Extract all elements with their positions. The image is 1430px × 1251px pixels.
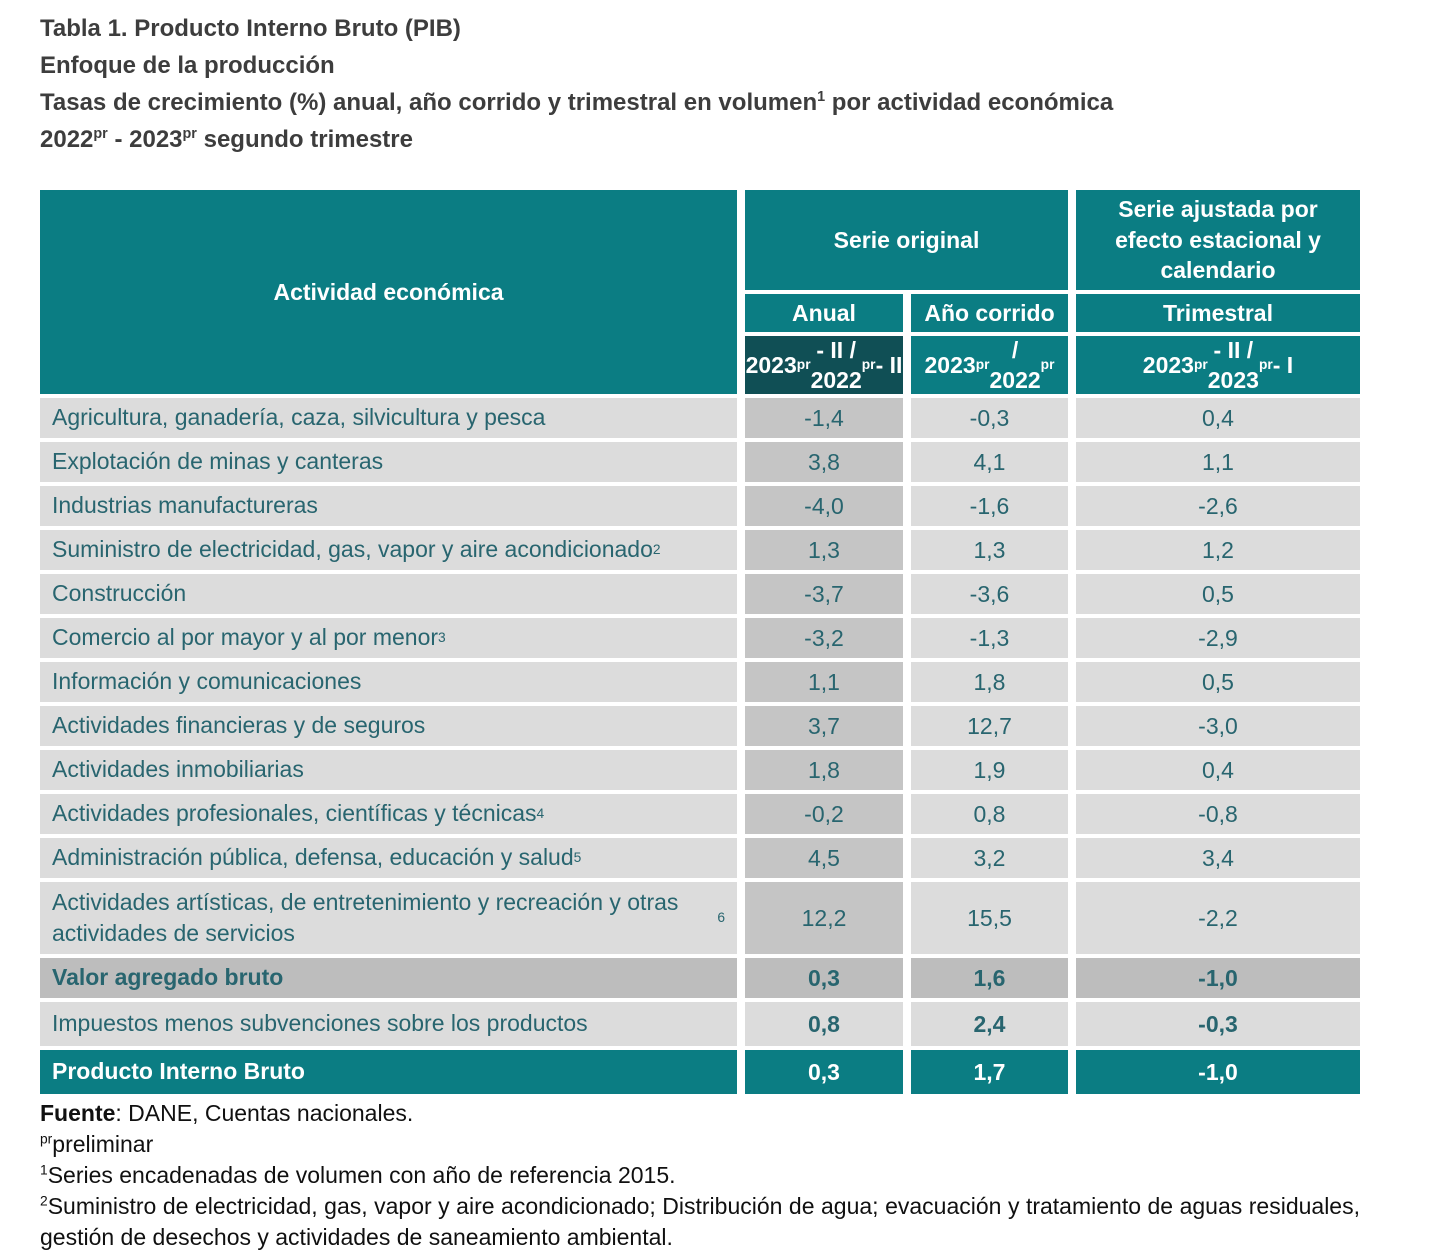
ano-corrido-value-cell: 1,3 [911,530,1068,570]
anual-value-cell: 3,8 [745,442,903,482]
header-serie-original: Serie original [745,190,1068,290]
ano-corrido-value-cell: 15,5 [911,882,1068,954]
activity-label-cell: Construcción [40,574,737,614]
activity-label-cell: Valor agregado bruto [40,958,737,998]
anual-value-cell: 0,8 [745,1002,903,1046]
table-row [40,838,1360,878]
header-period-trimestral: 2023 pr - II / 2023 pr - I [1076,336,1360,394]
ano-corrido-value-cell: 0,8 [911,794,1068,834]
table-row [40,706,1360,746]
activity-label-cell: Comercio al por mayor y al por menor 3 [40,618,737,658]
header-activity: Actividad económica [40,190,737,394]
trimestral-value-cell: -0,3 [1076,1002,1360,1046]
table-row [40,486,1360,526]
activity-label-cell: Administración pública, defensa, educación y salud 5 [40,838,737,878]
trimestral-value-cell: -2,2 [1076,882,1360,954]
footnote-2: $^2$Suministro de electricidad, gas, vapor y aire acondicionado; Distribución de agua; evacuación y tratamiento de aguas residuales, gestión de desechos y actividades de saneamiento ambiental. [40,1193,1360,1250]
anual-value-cell: -4,0 [745,486,903,526]
ano-corrido-value-cell: -1,6 [911,486,1068,526]
header-period-anual: 2023 pr - II / 2022 pr - II [745,336,903,393]
header-trimestral: Trimestral [1076,294,1360,332]
table-row [40,398,1360,438]
ano-corrido-value-cell: 12,7 [911,706,1068,746]
table-header [40,190,1360,394]
trimestral-value-cell: -2,6 [1076,486,1360,526]
anual-value-cell: -3,2 [745,618,903,658]
trimestral-value-cell: -1,0 [1076,1050,1360,1094]
ano-corrido-value-cell: 1,6 [911,958,1068,998]
title-block [40,10,1370,158]
trimestral-value-cell: -3,0 [1076,706,1360,746]
footnote-1: $^1$Series encadenadas de volumen con año de referencia 2015. [40,1162,676,1188]
activity-label-cell: Explotación de minas y canteras [40,442,737,482]
source-label: Fuente [40,1100,116,1126]
subtitle-approach: Enfoque de la producción [40,52,335,79]
anual-value-cell: -0,2 [745,794,903,834]
subtitle-period: $2022^{pr} - 2023^{pr}$ segundo trimestre [40,126,413,153]
trimestral-value-cell: 0,5 [1076,574,1360,614]
pib-table [40,190,1360,1094]
table-row [40,882,1360,954]
activity-label-cell: Industrias manufactureras [40,486,737,526]
trimestral-value-cell: 0,4 [1076,398,1360,438]
ano-corrido-value-cell: 1,9 [911,750,1068,790]
anual-value-cell: 1,8 [745,750,903,790]
trimestral-value-cell: 1,2 [1076,530,1360,570]
ano-corrido-value-cell: -1,3 [911,618,1068,658]
table-row [40,618,1360,658]
table-body [40,398,1360,1094]
activity-label-cell: Impuestos menos subvenciones sobre los productos [40,1002,737,1046]
activity-label-cell: Producto Interno Bruto [40,1050,737,1094]
table-row [40,530,1360,570]
table-row [40,958,1360,998]
activity-label-cell: Actividades inmobiliarias [40,750,737,790]
trimestral-value-cell: 0,5 [1076,662,1360,702]
page-title: Tabla 1. Producto Interno Bruto (PIB) [40,15,461,42]
footer-notes [40,1098,1360,1251]
header-anual: Anual [745,294,903,332]
trimestral-value-cell: 3,4 [1076,838,1360,878]
source-line [40,1098,1360,1129]
header-right-group [745,190,1360,394]
header-ano-corrido: Año corrido [911,294,1068,332]
table-row [40,1002,1360,1046]
table-row [40,794,1360,834]
trimestral-value-cell: -1,0 [1076,958,1360,998]
anual-value-cell: -1,4 [745,398,903,438]
ano-corrido-value-cell: 1,8 [911,662,1068,702]
footnote-preliminar: $^{pr}$preliminar [40,1131,154,1157]
header-period-ano-corrido: 2023 pr / 2022 pr [911,336,1068,394]
ano-corrido-value-cell: 3,2 [911,838,1068,878]
anual-value-cell: 0,3 [745,958,903,998]
ano-corrido-value-cell: 2,4 [911,1002,1068,1046]
activity-label-cell: Actividades financieras y de seguros [40,706,737,746]
anual-value-cell: 1,3 [745,530,903,570]
activity-label-cell: Información y comunicaciones [40,662,737,702]
trimestral-value-cell: 0,4 [1076,750,1360,790]
trimestral-value-cell: 1,1 [1076,442,1360,482]
anual-value-cell: 0,3 [745,1050,903,1094]
trimestral-value-cell: -2,9 [1076,618,1360,658]
table-row [40,750,1360,790]
activity-label-cell: Actividades profesionales, científicas y técnicas 4 [40,794,737,834]
ano-corrido-value-cell: -3,6 [911,574,1068,614]
header-serie-ajustada: Serie ajustada por efecto estacional y calendario [1076,190,1360,290]
ano-corrido-value-cell: -0,3 [911,398,1068,438]
anual-value-cell: -3,7 [745,574,903,614]
table-row [40,442,1360,482]
table-row [40,662,1360,702]
anual-value-cell: 4,5 [745,838,903,878]
anual-value-cell: 1,1 [745,662,903,702]
activity-label-cell: Agricultura, ganadería, caza, silvicultura y pesca [40,398,737,438]
anual-value-cell: 12,2 [745,882,903,954]
table-row [40,574,1360,614]
table-row [40,1050,1360,1094]
source-text: : DANE, Cuentas nacionales. [115,1100,414,1126]
activity-label-cell: Actividades artísticas, de entretenimiento y recreación y otras actividades de servicios 6 [40,882,737,954]
activity-label-cell: Suministro de electricidad, gas, vapor y aire acondicionado 2 [40,530,737,570]
trimestral-value-cell: -0,8 [1076,794,1360,834]
ano-corrido-value-cell: 1,7 [911,1050,1068,1094]
ano-corrido-value-cell: 4,1 [911,442,1068,482]
anual-value-cell: 3,7 [745,706,903,746]
subtitle-measure: Tasas de crecimiento (%) anual, año corrido y trimestral en volumen$^1$ por actividad económica [40,89,1114,116]
